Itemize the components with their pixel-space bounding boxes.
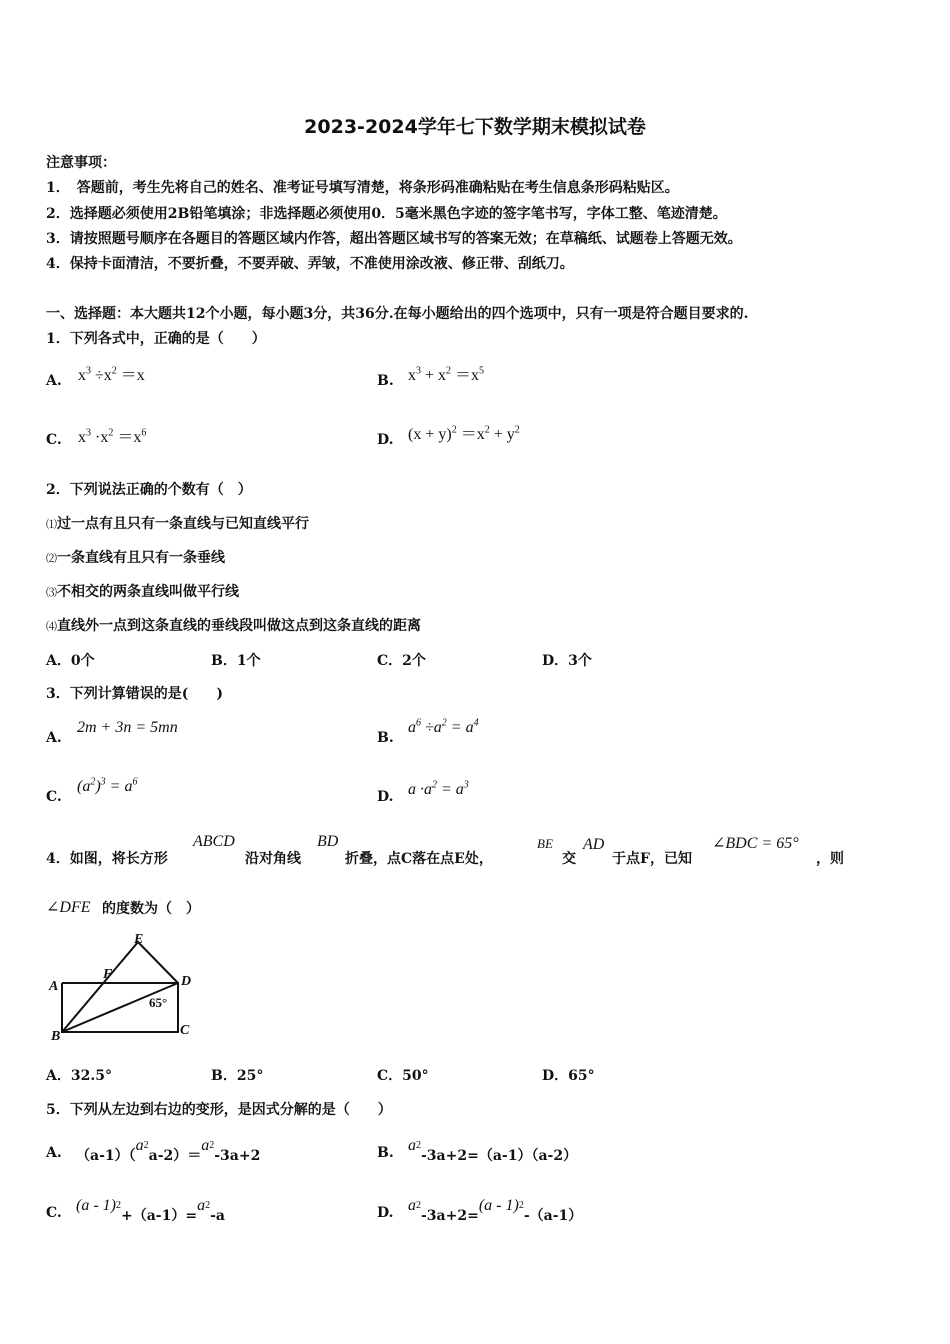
q1-stem: 1．下列各式中，正确的是（ ） <box>46 331 266 347</box>
q4-stem-text: ，则 <box>816 851 844 867</box>
notice-item: 2．选择题必须使用2B铅笔填涂；非选择题必须使用0．5毫米黑色字迹的签字笔书写，字体工整、笔迹清楚。 <box>46 206 727 222</box>
q3-label-c: C. <box>46 789 62 805</box>
fig-label-c: C <box>180 1023 190 1038</box>
q5-label-d: D. <box>377 1205 394 1221</box>
notice-heading: 注意事项： <box>46 155 116 171</box>
fig-label-d: D <box>181 974 192 989</box>
q4-option-d: D．65° <box>542 1068 595 1084</box>
q5-option-d: $a^2-3a+2=(a - 1)^2-(a-1)$ <box>408 1197 583 1224</box>
q3-stem: 3．下列计算错误的是( ) <box>46 686 223 702</box>
q4-stem-text: 折叠，点C落在点E处， <box>345 851 493 867</box>
q1-label-b: B. <box>377 373 394 389</box>
q4-math-angle: ∠BDC = 65° <box>712 835 799 852</box>
q5-label-a: A. <box>46 1145 62 1161</box>
q5-label-b: B. <box>377 1145 394 1161</box>
q1-option-c: $x^3 \cdot x^2 =x^6$ <box>78 427 147 446</box>
fig-label-e: E <box>134 932 144 947</box>
notice-item: 4．保持卡面清洁，不要折叠，不要弄破、弄皱，不准使用涂改液、修正带、刮纸刀。 <box>46 256 574 272</box>
q4-stem-text: 4．如图，将长方形 <box>46 851 168 867</box>
q1-option-a: $x^3 \div x^2 =x$ <box>78 365 145 384</box>
q4-stem-text: 沿对角线 <box>245 851 301 867</box>
q2-item: ⑷直线外一点到这条直线的垂线段叫做这点到这条直线的距离 <box>46 618 421 634</box>
q4-math-bd: BD <box>317 833 339 850</box>
q4-option-a: A．32.5° <box>46 1068 112 1084</box>
q2-item: ⑴过一点有且只有一条直线与已知直线平行 <box>46 516 309 532</box>
section-heading: 一、选择题：本大题共12个小题，每小题3分，共36分.在每小题给出的四个选项中，只有一项是符合题目要求的. <box>46 306 749 322</box>
q4-option-b: B．25° <box>211 1068 264 1084</box>
q5-label-c: C. <box>46 1205 62 1221</box>
q1-option-d: $(x + y)^2 =x^2 + y^2$ <box>408 424 520 443</box>
q2-item: ⑵一条直线有且只有一条垂线 <box>46 550 225 566</box>
q4-stem-text: 交 <box>562 851 576 867</box>
fig-label-f: F <box>103 967 113 982</box>
q5-option-a: $(a-1)(a^2a-2)=a^2-3a+2$ <box>76 1137 261 1164</box>
q3-option-b: $a^6 \div a^2 = a^4$ <box>408 717 479 736</box>
q5-option-b: $a^2-3a+2=(a-1)(a-2)$ <box>408 1137 578 1164</box>
q3-label-a: A. <box>46 730 62 746</box>
q3-option-c: $(a^2)^3 = a^6$ <box>77 776 138 795</box>
q2-stem: 2．下列说法正确的个数有（ ） <box>46 482 252 498</box>
q2-option-a: A．0个 <box>46 653 95 669</box>
q1-label-c: C. <box>46 432 62 448</box>
q4-stem-text: 于点F，已知 <box>612 851 692 867</box>
q4-math-dfe: ∠DFE <box>46 899 91 916</box>
q3-option-a: 2m + 3n = 5mn <box>77 719 178 736</box>
q1-option-b: $x^3 + x^2 =x^5$ <box>408 365 485 384</box>
q2-option-b: B．1个 <box>211 653 261 669</box>
notice-item: 1． 答题前，考生先将自己的姓名、准考证号填写清楚，将条形码准确粘贴在考生信息条形码粘贴区。 <box>46 180 679 196</box>
folded-triangle <box>62 942 178 1032</box>
page-title: 2023-2024学年七下数学期末模拟试卷 <box>304 116 646 138</box>
q3-label-b: B. <box>377 730 394 746</box>
q4-stem-text: 的度数为（ ） <box>102 901 200 917</box>
fig-label-a: A <box>49 979 59 994</box>
q5-stem: 5．下列从左边到右边的变形，是因式分解的是（ ） <box>46 1102 392 1118</box>
q2-option-d: D．3个 <box>542 653 592 669</box>
q1-label-d: D. <box>377 432 394 448</box>
q2-option-c: C．2个 <box>377 653 426 669</box>
q1-label-a: A. <box>46 373 62 389</box>
q4-figure <box>48 930 198 1042</box>
notice-item: 3．请按照题号顺序在各题目的答题区域内作答，超出答题区域书写的答案无效；在草稿纸、试题卷上答题无效。 <box>46 231 742 247</box>
q5-option-c: $(a - 1)^2+(a-1)=a^2-a$ <box>76 1197 225 1224</box>
fig-angle-label: 65° <box>149 995 168 1010</box>
q2-item: ⑶不相交的两条直线叫做平行线 <box>46 584 239 600</box>
q4-math-abcd: ABCD <box>193 833 235 850</box>
q3-label-d: D. <box>377 789 394 805</box>
q4-math-be: BE <box>537 836 553 851</box>
q4-option-c: C．50° <box>377 1068 429 1084</box>
q4-math-ad: AD <box>583 836 605 853</box>
fig-label-b: B <box>51 1029 61 1042</box>
q3-option-d: $a \cdot a^2 = a^3$ <box>408 779 469 798</box>
